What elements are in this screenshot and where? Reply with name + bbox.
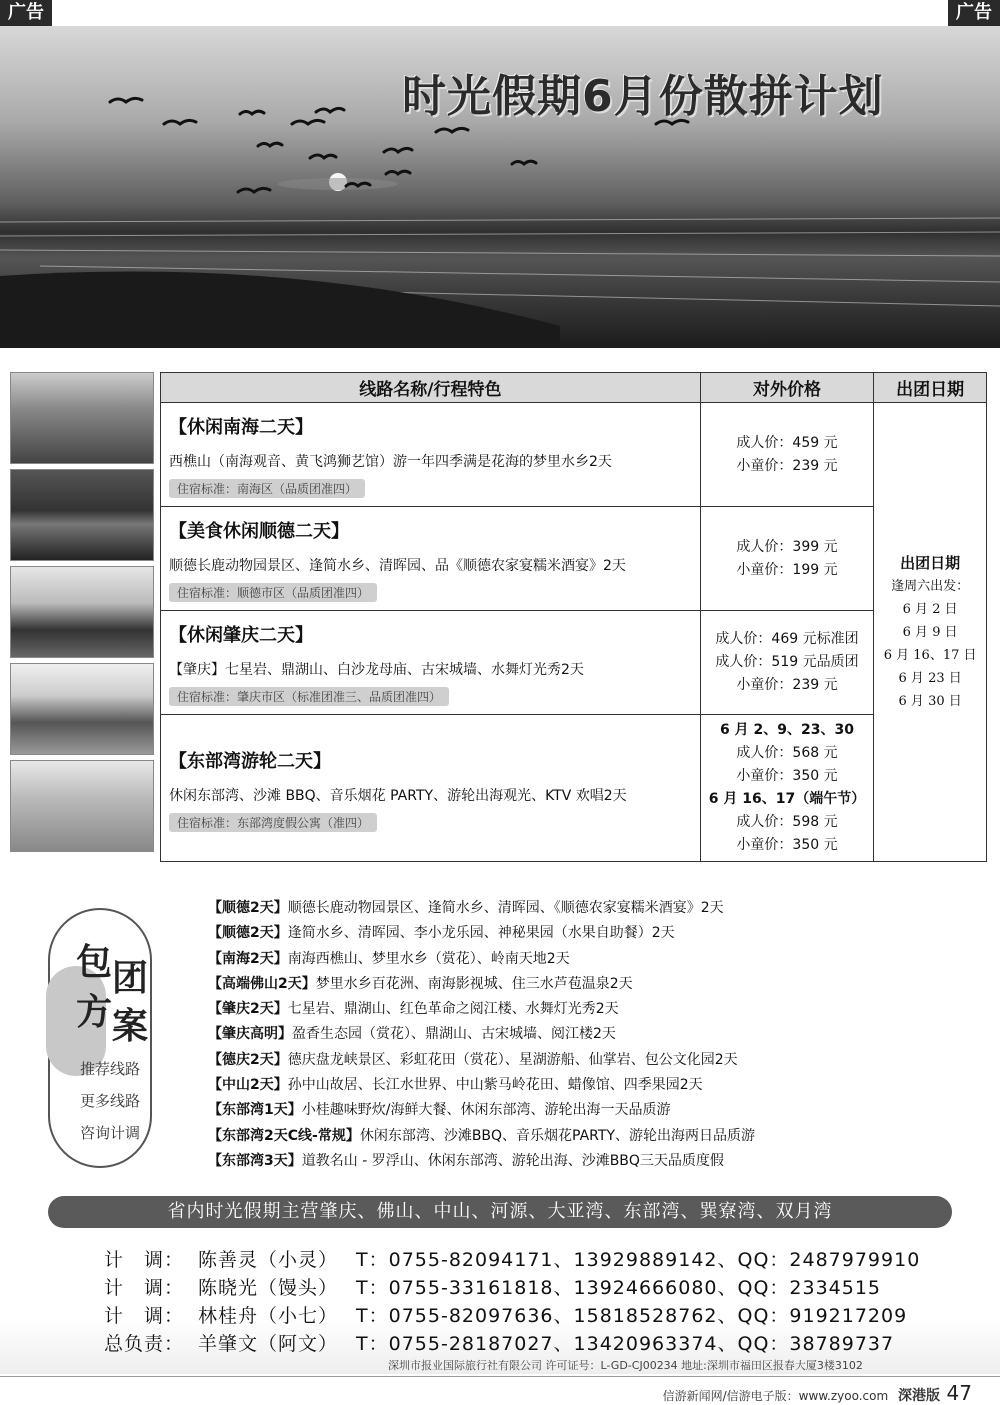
departure-dates bbox=[874, 403, 987, 862]
route-cell bbox=[161, 507, 701, 611]
list-item bbox=[208, 896, 988, 921]
group-title-char: 案 bbox=[112, 1005, 149, 1047]
contact-name: 陈善灵（小灵） bbox=[198, 1249, 339, 1271]
footer-divider bbox=[0, 1376, 1000, 1377]
plan-text: 南海西樵山、梦里水乡（赏花）、岭南天地2天 bbox=[287, 950, 570, 967]
contact-info: T：0755-82094171、13929889142、QQ：2487979910 bbox=[356, 1249, 921, 1271]
price-line: 成人价：519 元品质团 bbox=[715, 654, 859, 670]
price-cell bbox=[700, 403, 874, 507]
departure-date: 6 月 30 日 bbox=[898, 693, 962, 709]
list-item bbox=[208, 947, 988, 972]
departure-subtitle: 逢周六出发： bbox=[891, 578, 970, 594]
footer-edition: 深港版 bbox=[898, 1388, 940, 1404]
ad-label-right: 广告 bbox=[948, 0, 1000, 26]
list-item bbox=[208, 1073, 988, 1098]
route-name: 【休闲南海二天】 bbox=[169, 417, 313, 438]
list-item bbox=[208, 1022, 988, 1047]
price-line: 6 月 2、9、23、30 bbox=[720, 722, 854, 738]
footer-site: 信游新闻网/信游电子版：www.zyoo.com bbox=[662, 1389, 889, 1403]
price-cell bbox=[700, 715, 874, 862]
photo-monument bbox=[10, 566, 154, 658]
list-item bbox=[208, 921, 988, 946]
plan-key: 【东部湾2天C线-常规】 bbox=[208, 1127, 360, 1144]
route-cell bbox=[161, 715, 701, 862]
route-table bbox=[160, 372, 987, 862]
contact-info: T：0755-82097636、15818528762、QQ：919217209 bbox=[356, 1305, 908, 1327]
route-desc: 顺德长鹿动物园景区、逢简水乡、清晖园、品《顺德农家宴糯米酒宴》2天 bbox=[169, 558, 626, 574]
plan-key: 【中山2天】 bbox=[208, 1077, 288, 1094]
route-desc: 西樵山（南海观音、黄飞鸿狮艺馆）游一年四季满是花海的梦里水乡2天 bbox=[169, 454, 612, 470]
plan-text: 逢简水乡、清晖园、李小龙乐园、神秘果园（水果自助餐）2天 bbox=[287, 925, 675, 942]
contact-role: 计 调： bbox=[104, 1305, 185, 1327]
route-stay: 住宿标准：南海区（品质团准四） bbox=[169, 479, 365, 498]
plan-key: 【顺德2天】 bbox=[208, 900, 288, 916]
contact-list bbox=[104, 1246, 920, 1358]
price-line: 小童价：199 元 bbox=[736, 561, 838, 578]
plan-key: 【高端佛山2天】 bbox=[208, 975, 316, 992]
route-stay: 住宿标准：肇庆市区（标准团准三、品质团准四） bbox=[169, 687, 449, 706]
plan-key: 【德庆2天】 bbox=[208, 1051, 288, 1068]
route-cell bbox=[161, 611, 701, 715]
list-item bbox=[208, 1124, 988, 1149]
route-desc: 休闲东部湾、沙滩 BBQ、音乐烟花 PARTY、游轮出海观光、KTV 欢唱2天 bbox=[169, 787, 627, 804]
route-stay: 住宿标准：顺德市区（品质团准四） bbox=[169, 583, 377, 602]
group-sub-label: 更多线路 bbox=[80, 1092, 141, 1110]
price-line: 成人价：469 元标准团 bbox=[715, 631, 859, 647]
photo-beach-umbrellas bbox=[10, 663, 154, 755]
list-item bbox=[208, 1098, 988, 1123]
contact-info: T：0755-33161818、13924666080、QQ：2334515 bbox=[356, 1277, 882, 1299]
contact-row bbox=[104, 1330, 920, 1358]
route-name: 【东部湾游轮二天】 bbox=[169, 750, 331, 772]
photo-pinwheels bbox=[10, 372, 154, 464]
plan-key: 【南海2天】 bbox=[208, 950, 288, 967]
price-line: 成人价：459 元 bbox=[736, 434, 838, 451]
route-stay: 住宿标准：东部湾度假公寓（准四） bbox=[169, 813, 377, 832]
price-line: 小童价：239 元 bbox=[736, 677, 838, 693]
route-desc: 【肇庆】七星岩、鼎湖山、白沙龙母庙、古宋城墙、水舞灯光秀2天 bbox=[169, 662, 584, 678]
plan-key: 【顺德2天】 bbox=[208, 925, 288, 942]
group-title-char: 方 bbox=[76, 991, 113, 1033]
departure-date: 6 月 16、17 日 bbox=[883, 647, 977, 663]
list-item bbox=[208, 1048, 988, 1073]
plan-text: 顺德长鹿动物园景区、逢简水乡、清晖园、《顺德农家宴糯米酒宴》2天 bbox=[287, 900, 724, 916]
table-row bbox=[161, 403, 987, 507]
price-line: 成人价：399 元 bbox=[736, 538, 838, 555]
group-plan-list bbox=[208, 896, 988, 1174]
hero-title: 时光假期6月份散拼计划 bbox=[402, 71, 884, 122]
photo-strip bbox=[10, 372, 154, 857]
plan-key: 【东部湾1天】 bbox=[208, 1102, 302, 1119]
photo-water-town bbox=[10, 469, 154, 561]
contact-name: 陈晓光（馒头） bbox=[198, 1277, 339, 1299]
plan-text: 道教名山 - 罗浮山、休闲东部湾、游轮出海、沙滩BBQ三天品质度假 bbox=[301, 1152, 724, 1169]
contact-name: 羊肇文（阿文） bbox=[198, 1333, 339, 1355]
group-title-char: 包 bbox=[76, 941, 113, 983]
list-item bbox=[208, 997, 988, 1022]
price-line: 小童价：350 元 bbox=[736, 837, 838, 853]
departure-date: 6 月 9 日 bbox=[902, 624, 958, 640]
plan-text: 盈香生态园（赏花）、鼎湖山、古宋城墙、阅江楼2天 bbox=[292, 1026, 616, 1043]
contact-role: 计 调： bbox=[104, 1249, 185, 1271]
departure-title: 出团日期 bbox=[900, 553, 961, 572]
company-info: 深圳市报业国际旅行社有限公司 许可证号：L-GD-CJ00234 地址:深圳市福田区报春大厦3楼3102 bbox=[388, 1359, 863, 1372]
price-line: 小童价：350 元 bbox=[736, 768, 838, 784]
plan-text: 七星岩、鼎湖山、红色革命之阅江楼、水舞灯光秀2天 bbox=[287, 1001, 619, 1018]
hero-image bbox=[0, 26, 1000, 348]
contact-row bbox=[104, 1246, 920, 1274]
table-row bbox=[161, 611, 987, 715]
price-line: 小童价：239 元 bbox=[736, 457, 838, 474]
contact-name: 林桂舟（小七） bbox=[198, 1305, 339, 1327]
plan-key: 【东部湾3天】 bbox=[208, 1152, 302, 1169]
business-banner: 省内时光假期主营肇庆、佛山、中山、河源、大亚湾、东部湾、巽寮湾、双月湾 bbox=[48, 1196, 952, 1228]
plan-text: 小桂趣味野炊/海鲜大餐、休闲东部湾、游轮出海一天品质游 bbox=[301, 1102, 671, 1119]
contact-info: T：0755-28187027、13420963374、QQ：38789737 bbox=[356, 1333, 895, 1355]
plan-text: 孙中山故居、长江水世界、中山紫马岭花田、蜡像馆、四季果园2天 bbox=[287, 1077, 703, 1094]
list-item bbox=[208, 1149, 988, 1174]
group-title-char: 团 bbox=[112, 957, 149, 999]
plan-key: 【肇庆高明】 bbox=[208, 1026, 292, 1043]
group-sub-label: 推荐线路 bbox=[80, 1060, 141, 1078]
contact-role: 总负责： bbox=[104, 1333, 185, 1355]
photo-beach-chairs bbox=[10, 760, 154, 852]
page-number: 47 bbox=[946, 1381, 972, 1405]
page-footer bbox=[663, 1385, 940, 1405]
route-name: 【休闲肇庆二天】 bbox=[169, 625, 313, 646]
list-item bbox=[208, 972, 988, 997]
plan-text: 休闲东部湾、沙滩BBQ、音乐烟花PARTY、游轮出海两日品质游 bbox=[359, 1127, 755, 1144]
price-cell bbox=[700, 507, 874, 611]
header-date: 出团日期 bbox=[874, 373, 987, 403]
price-line: 成人价：598 元 bbox=[736, 814, 838, 830]
price-cell bbox=[700, 611, 874, 715]
departure-date: 6 月 23 日 bbox=[898, 670, 962, 686]
header-price: 对外价格 bbox=[700, 373, 874, 403]
route-cell bbox=[161, 403, 701, 507]
route-name: 【美食休闲顺德二天】 bbox=[169, 521, 349, 542]
contact-row bbox=[104, 1302, 920, 1330]
header-route: 线路名称/行程特色 bbox=[161, 373, 701, 403]
ad-label-left: 广告 bbox=[0, 0, 52, 26]
price-line: 6 月 16、17（端午节） bbox=[708, 791, 866, 807]
plan-key: 【肇庆2天】 bbox=[208, 1001, 288, 1018]
table-row bbox=[161, 507, 987, 611]
plan-text: 梦里水乡百花洲、南海影视城、住三水芦苞温泉2天 bbox=[315, 975, 633, 992]
departure-date: 6 月 2 日 bbox=[902, 601, 958, 617]
contact-row bbox=[104, 1274, 920, 1302]
group-sub-label: 咨询计调 bbox=[80, 1124, 141, 1142]
contact-role: 计 调： bbox=[104, 1277, 185, 1299]
plan-text: 德庆盘龙峡景区、彩虹花田（赏花）、星湖游船、仙掌岩、包公文化园2天 bbox=[287, 1051, 738, 1068]
price-line: 成人价：568 元 bbox=[736, 745, 838, 761]
table-row bbox=[161, 715, 987, 862]
